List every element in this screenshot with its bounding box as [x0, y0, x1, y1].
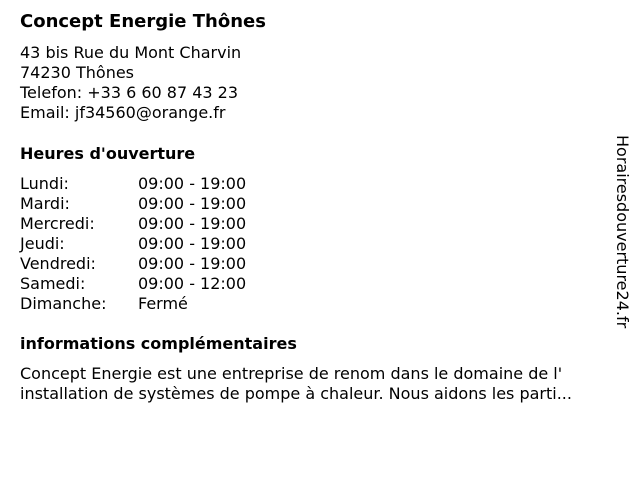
hours-row-saturday	[20, 274, 246, 294]
hours-row-tuesday	[20, 194, 246, 214]
hours-row-monday	[20, 174, 246, 194]
hours-time-value: 09:00 - 19:00	[138, 214, 247, 233]
hours-day-label: Samedi:	[20, 274, 86, 293]
hours-time-value: Fermé	[138, 294, 188, 313]
address-city: 74230 Thônes	[20, 63, 135, 82]
hours-day-label: Jeudi:	[20, 234, 65, 253]
hours-day-label: Dimanche:	[20, 294, 107, 313]
hours-row-thursday	[20, 234, 246, 254]
hours-time-value: 09:00 - 19:00	[138, 234, 247, 253]
opening-hours-heading: Heures d'ouverture	[20, 144, 196, 163]
description-line: Concept Energie est une entreprise de renom dans le domaine de l'	[20, 364, 563, 383]
email-address[interactable]: Email: jf34560@orange.fr	[20, 103, 226, 122]
hours-time-value: 09:00 - 19:00	[138, 194, 247, 213]
hours-row-wednesday	[20, 214, 246, 234]
hours-day-label: Lundi:	[20, 174, 69, 193]
contact-block	[20, 43, 241, 123]
hours-time-value: 09:00 - 12:00	[138, 274, 247, 293]
hours-row-sunday	[20, 294, 246, 314]
opening-hours-table	[20, 174, 246, 314]
hours-day-label: Mardi:	[20, 194, 70, 213]
description-line: installation de systèmes de pompe à chaleur. Nous aidons les parti...	[20, 384, 572, 403]
phone-number[interactable]: Telefon: +33 6 60 87 43 23	[20, 83, 239, 102]
hours-row-friday	[20, 254, 246, 274]
business-name: Concept Energie Thônes	[20, 11, 266, 32]
hours-time-value: 09:00 - 19:00	[138, 254, 247, 273]
address-street: 43 bis Rue du Mont Charvin	[20, 43, 242, 62]
additional-info-heading: informations complémentaires	[20, 334, 297, 353]
site-watermark: Horairesdouverture24.fr	[613, 135, 632, 329]
hours-day-label: Mercredi:	[20, 214, 95, 233]
hours-time-value: 09:00 - 19:00	[138, 174, 247, 193]
hours-day-label: Vendredi:	[20, 254, 96, 273]
business-description	[20, 364, 618, 404]
